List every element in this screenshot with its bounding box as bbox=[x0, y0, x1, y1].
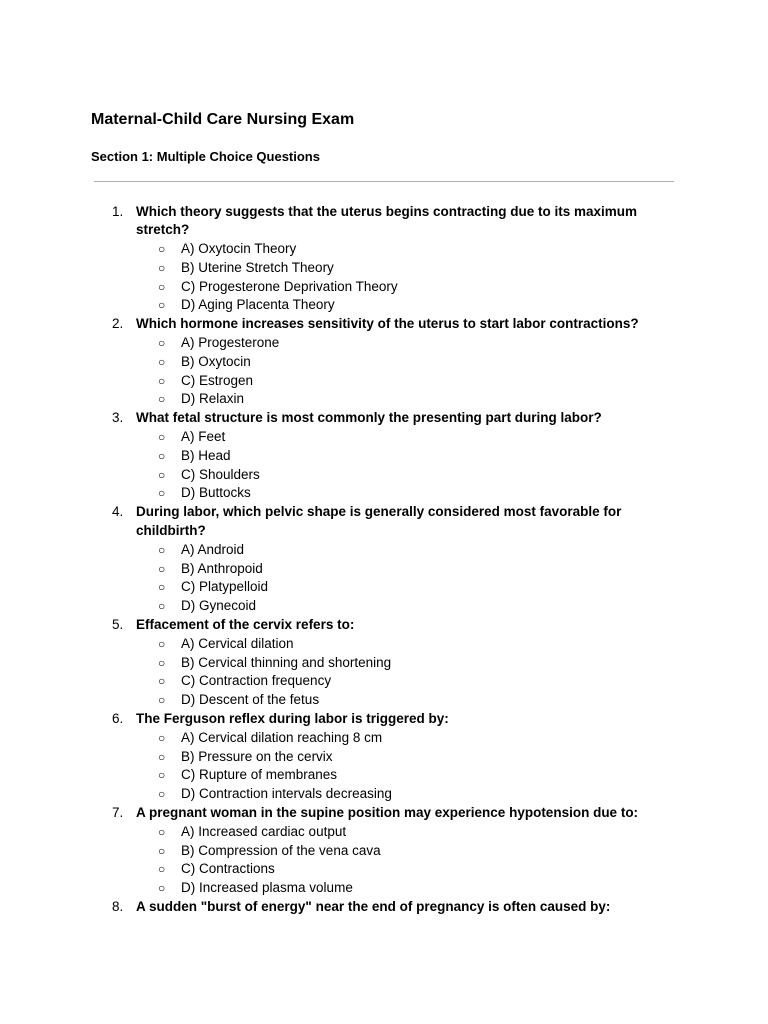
answer-option bbox=[136, 428, 658, 447]
answer-option-text: C) Rupture of membranes bbox=[181, 767, 338, 783]
answer-option-text: D) Descent of the fetus bbox=[181, 692, 320, 708]
circle-bullet-icon: ○ bbox=[158, 467, 166, 482]
answer-option bbox=[136, 842, 658, 861]
answer-option-text: D) Increased plasma volume bbox=[181, 880, 353, 896]
circle-bullet-icon: ○ bbox=[158, 599, 166, 614]
question-item bbox=[0, 203, 768, 316]
circle-bullet-icon: ○ bbox=[158, 730, 166, 745]
answer-option bbox=[136, 635, 658, 654]
answer-option bbox=[136, 240, 658, 259]
answer-option-text: B) Uterine Stretch Theory bbox=[181, 259, 334, 275]
answer-option-text: B) Pressure on the cervix bbox=[181, 748, 333, 764]
answer-option bbox=[136, 390, 658, 409]
question-text: Which theory suggests that the uterus begins contracting due to its maximum stretch? bbox=[136, 203, 638, 238]
question-item bbox=[0, 409, 768, 503]
answer-option bbox=[136, 466, 658, 485]
answer-option-text: A) Progesterone bbox=[181, 335, 280, 351]
question-text: During labor, which pelvic shape is generally considered most favorable for childbirth? bbox=[136, 504, 622, 539]
answer-option bbox=[136, 578, 658, 597]
circle-bullet-icon: ○ bbox=[158, 674, 166, 689]
answer-option bbox=[136, 597, 658, 616]
circle-bullet-icon: ○ bbox=[158, 354, 166, 369]
question-list bbox=[0, 203, 768, 917]
answer-option-text: A) Oxytocin Theory bbox=[181, 241, 297, 257]
circle-bullet-icon: ○ bbox=[158, 373, 166, 388]
circle-bullet-icon: ○ bbox=[158, 448, 166, 463]
question-number: 7. bbox=[112, 805, 124, 820]
document-title: Maternal-Child Care Nursing Exam bbox=[91, 111, 355, 128]
answer-option-text: B) Oxytocin bbox=[181, 353, 251, 369]
answer-options bbox=[136, 334, 658, 409]
answer-option-text: D) Relaxin bbox=[181, 391, 245, 407]
circle-bullet-icon: ○ bbox=[158, 768, 166, 783]
answer-option-text: C) Estrogen bbox=[181, 372, 254, 388]
answer-option-text: A) Android bbox=[181, 541, 245, 557]
answer-option bbox=[136, 353, 658, 372]
circle-bullet-icon: ○ bbox=[158, 824, 166, 839]
question-item bbox=[0, 710, 768, 804]
question-number: 8. bbox=[112, 898, 124, 914]
circle-bullet-icon: ○ bbox=[158, 693, 166, 708]
answer-option bbox=[136, 691, 658, 710]
answer-options bbox=[136, 240, 658, 315]
answer-option bbox=[136, 785, 658, 804]
answer-option bbox=[136, 259, 658, 278]
question-number: 2. bbox=[112, 316, 124, 332]
question-item bbox=[0, 898, 768, 917]
answer-option-text: C) Contraction frequency bbox=[181, 673, 332, 689]
question-text: A pregnant woman in the supine position may experience hypotension due to: bbox=[136, 805, 639, 820]
answer-option-text: D) Contraction intervals decreasing bbox=[181, 786, 392, 802]
circle-bullet-icon: ○ bbox=[158, 636, 166, 651]
circle-bullet-icon: ○ bbox=[158, 430, 166, 445]
circle-bullet-icon: ○ bbox=[158, 787, 166, 802]
question-number: 4. bbox=[112, 504, 124, 520]
answer-option bbox=[136, 278, 658, 297]
answer-option bbox=[136, 654, 658, 673]
answer-option-text: A) Increased cardiac output bbox=[181, 823, 347, 839]
answer-option-text: A) Feet bbox=[181, 429, 226, 445]
question-text: Which hormone increases sensitivity of the uterus to start labor contractions? bbox=[136, 316, 639, 332]
question-number: 5. bbox=[112, 617, 124, 633]
question-text: Effacement of the cervix refers to: bbox=[136, 617, 355, 633]
answer-option bbox=[136, 672, 658, 691]
answer-option-text: D) Gynecoid bbox=[181, 598, 257, 614]
answer-option bbox=[136, 823, 658, 842]
circle-bullet-icon: ○ bbox=[158, 843, 166, 858]
answer-option-text: D) Aging Placenta Theory bbox=[181, 297, 335, 313]
question-item bbox=[0, 616, 768, 710]
answer-option bbox=[136, 447, 658, 466]
answer-option-text: B) Anthropoid bbox=[181, 560, 263, 576]
circle-bullet-icon: ○ bbox=[158, 298, 166, 313]
circle-bullet-icon: ○ bbox=[158, 336, 166, 351]
answer-option-text: B) Head bbox=[181, 447, 231, 463]
section-heading: Section 1: Multiple Choice Questions bbox=[91, 149, 320, 164]
question-item bbox=[0, 315, 768, 409]
answer-option bbox=[136, 729, 658, 748]
answer-option-text: C) Contractions bbox=[181, 861, 275, 877]
answer-option bbox=[136, 860, 658, 879]
circle-bullet-icon: ○ bbox=[158, 486, 166, 501]
circle-bullet-icon: ○ bbox=[158, 749, 166, 764]
answer-option bbox=[136, 541, 658, 560]
circle-bullet-icon: ○ bbox=[158, 580, 166, 595]
answer-option-text: C) Platypelloid bbox=[181, 579, 269, 595]
question-number: 1. bbox=[112, 203, 124, 219]
answer-options bbox=[136, 823, 658, 898]
question-item bbox=[0, 804, 768, 898]
circle-bullet-icon: ○ bbox=[158, 392, 166, 407]
circle-bullet-icon: ○ bbox=[158, 279, 166, 294]
answer-option-text: B) Cervical thinning and shortening bbox=[181, 654, 392, 670]
question-item bbox=[0, 503, 768, 616]
question-text: The Ferguson reflex during labor is triggered by: bbox=[136, 711, 449, 727]
answer-option-text: C) Progesterone Deprivation Theory bbox=[181, 278, 398, 294]
question-number: 3. bbox=[112, 410, 124, 426]
answer-options bbox=[136, 635, 658, 710]
question-text: What fetal structure is most commonly the presenting part during labor? bbox=[136, 410, 602, 426]
answer-option bbox=[136, 879, 658, 898]
circle-bullet-icon: ○ bbox=[158, 881, 166, 896]
answer-option bbox=[136, 334, 658, 353]
question-number: 6. bbox=[112, 711, 124, 727]
circle-bullet-icon: ○ bbox=[158, 260, 166, 275]
circle-bullet-icon: ○ bbox=[158, 862, 166, 877]
answer-option-text: B) Compression of the vena cava bbox=[181, 842, 381, 858]
circle-bullet-icon: ○ bbox=[158, 561, 166, 576]
answer-option-text: A) Cervical dilation bbox=[181, 635, 294, 651]
answer-options bbox=[136, 729, 658, 804]
answer-option bbox=[136, 748, 658, 767]
answer-option bbox=[136, 560, 658, 579]
circle-bullet-icon: ○ bbox=[158, 242, 166, 257]
section-divider bbox=[94, 181, 674, 182]
answer-option bbox=[136, 296, 658, 315]
question-text: A sudden "burst of energy" near the end of pregnancy is often caused by: bbox=[136, 898, 611, 914]
answer-option-text: C) Shoulders bbox=[181, 466, 260, 482]
answer-options bbox=[136, 428, 658, 503]
answer-options bbox=[136, 541, 658, 616]
answer-option-text: A) Cervical dilation reaching 8 cm bbox=[181, 729, 383, 745]
circle-bullet-icon: ○ bbox=[158, 655, 166, 670]
answer-option bbox=[136, 484, 658, 503]
circle-bullet-icon: ○ bbox=[158, 542, 166, 557]
answer-option bbox=[136, 372, 658, 391]
answer-option bbox=[136, 766, 658, 785]
answer-option-text: D) Buttocks bbox=[181, 485, 251, 501]
